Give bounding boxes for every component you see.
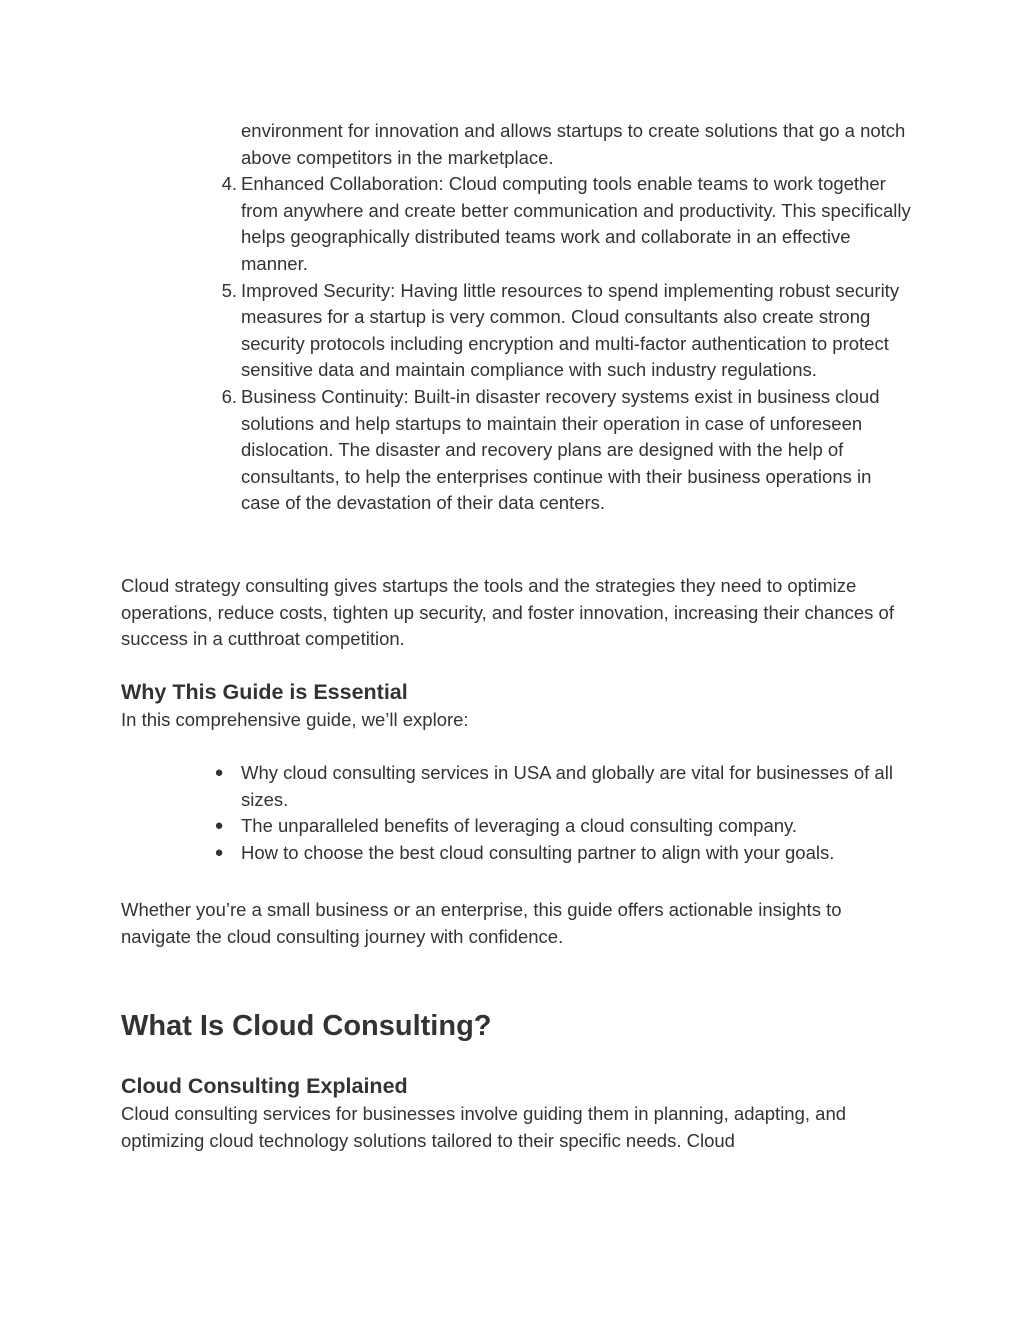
benefits-list bbox=[121, 171, 911, 517]
guide-intro: In this comprehensive guide, we’ll explore: bbox=[121, 709, 469, 730]
list-item-text: environment for innovation and allows startups to create solutions that go a notch above competitors in the marketplace. bbox=[241, 120, 906, 168]
list-item bbox=[121, 384, 911, 517]
bullet-item bbox=[121, 760, 911, 813]
list-item-continued bbox=[121, 118, 911, 171]
bullet-icon: ● bbox=[214, 817, 224, 835]
list-item-text: Business Continuity: Built-in disaster recovery systems exist in business cloud solutions and help startups to maintain their operation in case of unforeseen dislocation. The disaster and recovery plans are designed with the help of consultants, to help the enterprises continue with their business operations in case of the devastation of their data centers. bbox=[241, 385, 880, 514]
list-number: 6. bbox=[221, 385, 237, 407]
list-item-text: Enhanced Collaboration: Cloud computing tools enable teams to work together from anywhere and create better communication and productivity. This specifically helps geographically distributed teams work and collaborate in an effective manner. bbox=[241, 173, 911, 274]
bullet-text: The unparalleled benefits of leveraging a cloud consulting company. bbox=[241, 815, 798, 837]
guide-bullet-list bbox=[121, 760, 911, 866]
continued-list bbox=[121, 118, 911, 171]
list-number: 4. bbox=[221, 173, 237, 195]
guide-heading: Why This Guide is Essential bbox=[121, 680, 408, 704]
summary-paragraph: Cloud strategy consulting gives startups the tools and the strategies they need to optimize operations, reduce costs, tighten up security, and foster innovation, increasing their chances of success in a cutthroat competition. bbox=[121, 575, 894, 650]
bullet-icon: ● bbox=[214, 764, 224, 781]
list-item bbox=[121, 278, 911, 384]
explanation-paragraph: Cloud consulting services for businesses involve guiding them in planning, adapting, and optimizing cloud technology solutions tailored to their specific needs. Cloud bbox=[121, 1103, 847, 1151]
bullet-item bbox=[121, 840, 911, 867]
bullet-text: Why cloud consulting services in USA and globally are vital for businesses of all sizes. bbox=[241, 762, 893, 810]
guide-closing-paragraph: Whether you’re a small business or an enterprise, this guide offers actionable insights to navigate the cloud consulting journey with confidence. bbox=[121, 899, 842, 947]
list-item bbox=[121, 171, 911, 277]
bullet-text: How to choose the best cloud consulting partner to align with your goals. bbox=[241, 841, 835, 863]
bullet-item bbox=[121, 813, 911, 840]
bullet-icon: ● bbox=[214, 843, 224, 861]
list-item-text: Improved Security: Having little resources to spend implementing robust security measures for a startup is very common. Cloud consultants also create strong security protocols including encryption and multi-factor authentication to protect sensitive data and maintain compliance with such industry regulations. bbox=[241, 279, 900, 381]
subsection-heading: Cloud Consulting Explained bbox=[121, 1074, 408, 1098]
list-number: 5. bbox=[221, 279, 237, 301]
section-heading: What Is Cloud Consulting? bbox=[121, 1010, 492, 1042]
